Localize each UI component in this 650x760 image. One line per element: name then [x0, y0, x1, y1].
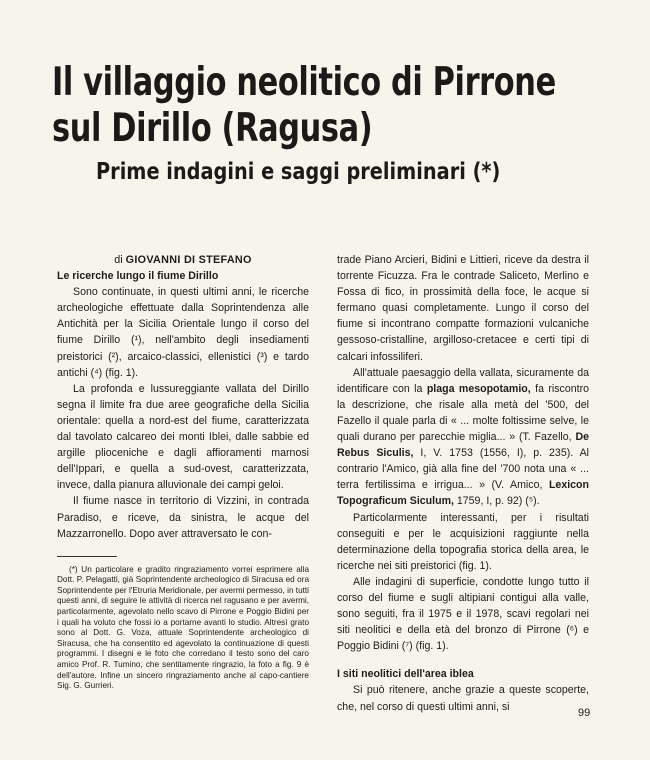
- title-line-2: sul Dirillo (Ragusa): [52, 106, 373, 151]
- page-number: 99: [578, 707, 591, 719]
- paragraph-6: Particolarmente interessanti, per i risultati conseguiti e per le acquisizioni raggiunte nella determinazione della topografia storica della area, le ricerche nei siti preistorici (fig. 1).: [337, 511, 589, 572]
- paragraph-7: Alle indagini di superficie, condotte lungo tutto il corso del fiume e sugli altipiani contigui alla valle, sono seguiti, fra il 1975 e il 1978, scavi regolari nei siti neolitici e della età del bronzo di Pirrone (⁶) e Poggio Bidini (⁷) (fig. 1).: [337, 575, 589, 653]
- paragraph-3: Il fiume nasce in territorio di Vizzini, in contrada Paradiso, e riceve, da sinistra, le acque del Mazzarronello. Dopo aver attraversato le con-: [57, 495, 309, 540]
- footnote: (*) Un particolare e gradito ringraziamento vorrei esprimere alla Dott. P. Pelagatti, già Soprintendente archeologico di Siracusa ed ora Soprintendente per l'Etruria Meridionale, per avermi permesso, in tutti questi anni, di seguire le attività di ricerca nel ragusano e per avermi, particolarmente, agevolato nello scavo di Pirrone e Poggio Bidini per i quali ha voluto che fossi io a portarne avanti lo studio. Altresì grato sono al Dott. G. Voza, attuale Soprintendente archeologico di Siracusa, che ha consentito ed agevolato la continuazione di questi programmi. I disegni e le foto che corredano il testo sono del caro amico Prof. R. Tumino, che sentitamente ringrazio, la foto a fig. 9 è dell'autore. Infine un sincero ringraziamento anche al capo-cantiere Sig. G. Gurrieri.: [57, 564, 309, 691]
- paragraph-5-text-c: fa riscontro la descrizione, che risale alla metà del '500, del Fazello il quale parla di « ... molte foltissime selve, le quali durano per parecchie miglia... » (T. Fazello,: [337, 382, 590, 444]
- paragraph-2: La profonda e lussureggiante vallata del Dirillo segna il limite fra due aree geografiche della Sicilia orientale: quella a nord-est del fiume, caratterizzata dal tavolato calcareo dei monti Iblei, dalle sabbie ed argille plioceniche e dagli affioramenti marnosi dell'Ippari, e quella a sud-ovest, caratterizzata, invece, dalla pianura alluvionale dei campi geloi.: [57, 382, 309, 492]
- author-prefix: di: [114, 254, 123, 266]
- citation-de-rebus-siculis: De Rebus Siculis,: [337, 431, 589, 460]
- paragraph-4: trade Piano Arcieri, Bidini e Littieri, riceve da destra il torrente Ficuzza. Fra le contrade Saliceto, Merlino e Fossa di fico, in prossimità della foce, le acque si fermano quasi completamente. Lungo il corso del fiume si incontrano compatte formazioni vulcaniche gessoso-cristalline, argilloso-cretacee e certi tipi di calcari infossiliferi.: [337, 254, 589, 363]
- title-line-1: Il villaggio neolitico di Pirrone: [52, 60, 556, 105]
- author-name: GIOVANNI DI STEFANO: [125, 254, 252, 266]
- section-heading-iblea: I siti neolitici dell'area iblea: [337, 668, 474, 681]
- article-title: [52, 60, 614, 152]
- term-plaga-mesopotamio: plaga mesopotamio,: [426, 382, 531, 395]
- citation-lexicon: Lexicon Topograficum Siculum,: [337, 479, 589, 508]
- section-heading-dirillo: Le ricerche lungo il fiume Dirillo: [57, 270, 219, 283]
- footnote-divider: [57, 556, 117, 557]
- paragraph-5-text-e: 1759, I, p. 92) (⁵).: [453, 495, 540, 508]
- paragraph-5-text-a: All'attuale paesaggio della vallata, sicuramente da identificare con la: [337, 366, 589, 395]
- author-line: [57, 252, 309, 268]
- article-subtitle: Prime indagini e saggi preliminari (*): [96, 159, 501, 185]
- paragraph-8: Si può ritenere, anche grazie a queste scoperte, che, nel corso di questi ultimi anni, si: [337, 684, 589, 713]
- paragraph-1: Sono continuate, in questi ultimi anni, le ricerche archeologiche effettuate dalla Soprintendenza alle Antichità per la Sicilia Orientale lungo il corso del fiume Dirillo (¹), nell'ambito degli insediamenti preistorici (²), arcaico-classici, ellenistici (³) e tardo antichi (⁴) (fig. 1).: [57, 286, 309, 379]
- right-column: [337, 252, 589, 715]
- paragraph-5: [337, 365, 589, 510]
- paragraph-5-text-d: I, V. 1753 (1556, I), p. 235). Al contrario l'Amico, già alla fine del '700 nota una « ... terra fertilissima e irrigua... » (V. Amico,: [337, 447, 589, 492]
- left-column: [57, 252, 309, 692]
